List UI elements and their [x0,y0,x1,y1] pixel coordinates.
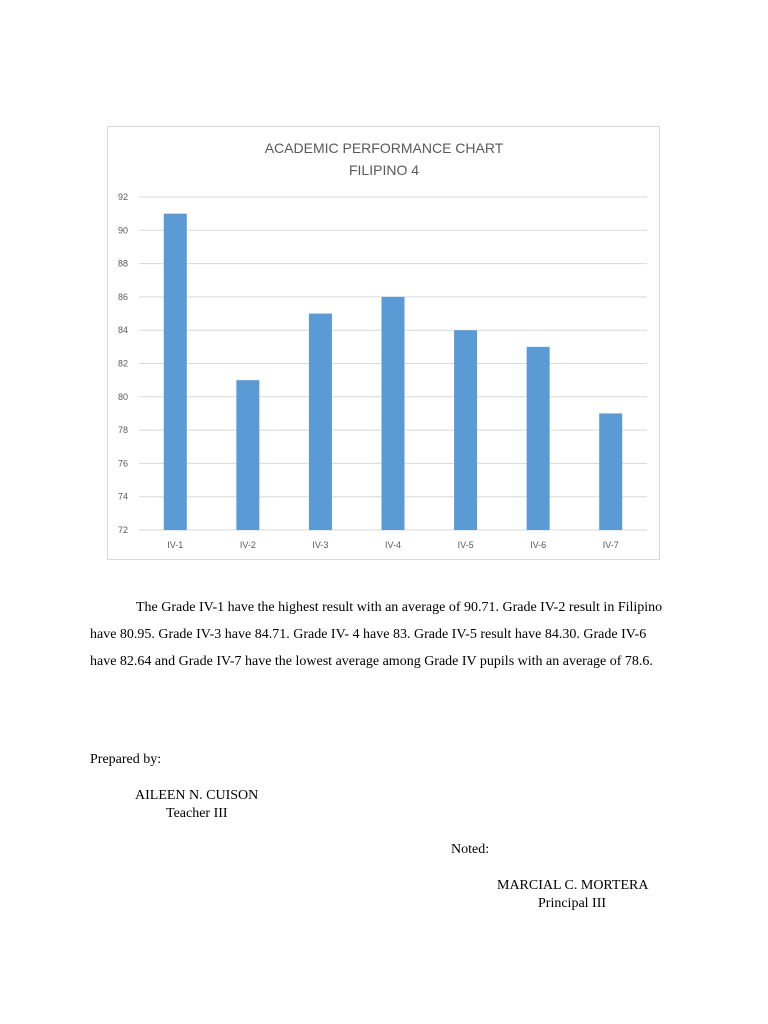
bar-iv-2 [236,380,259,530]
chart-title: ACADEMIC PERFORMANCE CHART [264,140,504,156]
summary-paragraph: The Grade IV-1 have the highest result with an average of 90.71. Grade IV-2 result in Filipino have 80.95. Grade IV-3 have 84.71. Grade IV- 4 have 83. Grade IV-5 result have 84.30. Grade IV-6 have 82.64 and Grade IV-7 have the lowest average among Grade IV pupils with an average of 78.6. [90,600,663,669]
bar-iv-3 [309,314,332,530]
x-tick-label: IV-4 [384,540,402,550]
preparer-title: Teacher III [166,806,228,821]
bar-iv-4 [382,297,405,530]
y-tick-label: 90 [117,225,128,236]
bar-iv-1 [164,214,187,530]
x-tick-label: IV-2 [239,540,256,550]
y-tick-label: 82 [117,358,128,369]
y-tick-label: 84 [117,325,128,336]
y-tick-label: 74 [117,491,128,502]
bar-iv-6 [527,347,550,530]
y-tick-label: 78 [117,425,128,436]
y-tick-label: 92 [117,192,128,202]
noted-label: Noted: [451,842,490,857]
preparer-name: AILEEN N. CUISON [135,788,259,803]
x-tick-label: IV-1 [167,540,184,550]
y-tick-label: 88 [117,258,128,269]
y-tick-label: 76 [117,458,128,469]
prepared-by-label: Prepared by: [90,752,162,767]
x-tick-label: IV-7 [602,540,619,550]
bar-iv-7 [599,413,622,530]
chart-subtitle: FILIPINO 4 [348,162,420,178]
noter-title: Principal III [538,896,607,911]
y-tick-label: 86 [117,291,128,302]
x-tick-label: IV-5 [457,540,474,550]
noter-name: MARCIAL C. MORTERA [497,878,649,893]
bar-iv-5 [454,330,477,530]
x-tick-label: IV-6 [530,540,547,550]
x-tick-label: IV-3 [312,540,329,550]
y-tick-label: 80 [117,391,128,402]
y-tick-label: 72 [117,525,128,535]
bar-chart [108,127,661,561]
chart-container [107,126,660,560]
